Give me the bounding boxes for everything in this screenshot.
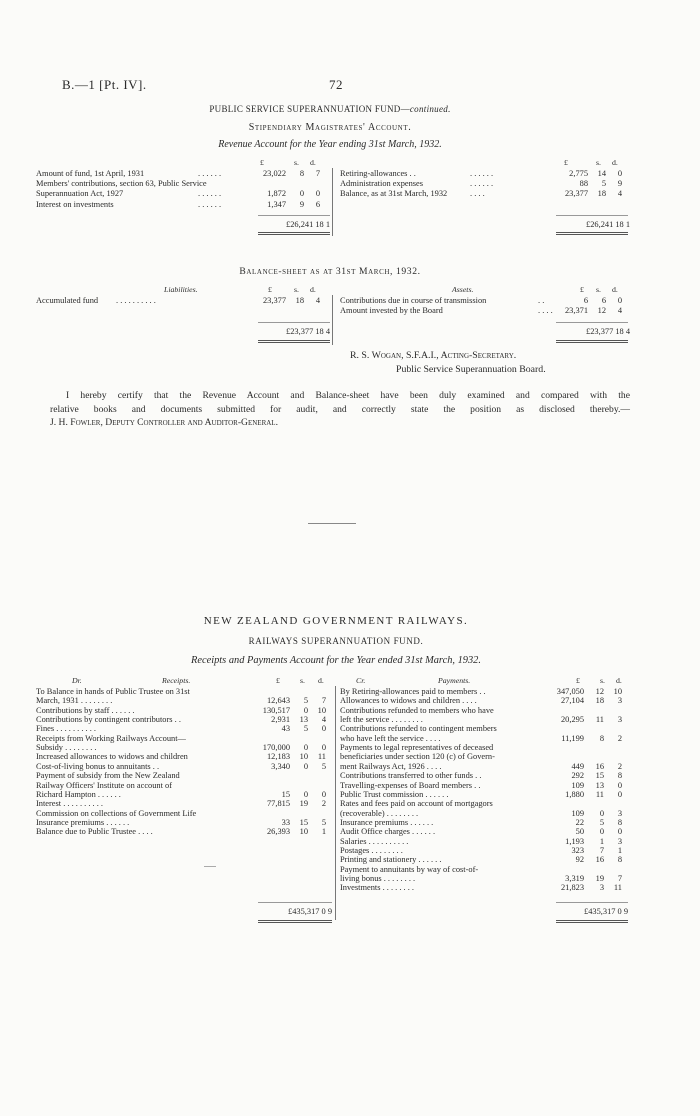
revenue-right-total: £26,241 18 1 xyxy=(586,220,630,229)
pounds-value: 292 xyxy=(571,771,584,781)
lsd-pence: d. xyxy=(612,158,618,167)
shillings-value: 14 xyxy=(597,169,606,178)
ledger-description: Audit Office charges . . . . . . xyxy=(340,827,436,837)
pounds-value: 2,931 xyxy=(271,715,290,725)
pence-value: 4 xyxy=(321,715,326,725)
pounds-value: 15 xyxy=(281,789,290,799)
shillings-value: 10 xyxy=(299,752,308,762)
double-rule xyxy=(258,234,330,235)
pence-value: 3 xyxy=(617,715,622,725)
pounds-value: 6 xyxy=(583,296,588,305)
shillings-value: 0 xyxy=(303,761,308,771)
lsd-header-right xyxy=(548,676,630,686)
pence-value: 9 xyxy=(617,179,622,189)
pounds-value: 12,643 xyxy=(266,696,290,706)
ledger-row xyxy=(340,179,630,189)
ledger-description: Payments to legal representatives of deceased xyxy=(340,743,494,753)
pounds-value: 20,295 xyxy=(560,715,584,725)
pence-value: 7 xyxy=(315,169,320,178)
ledger-description: Salaries . . . . . . . . . . xyxy=(340,836,409,846)
pounds-value: 2,775 xyxy=(569,169,588,178)
lsd-pound: £ xyxy=(564,158,568,167)
leader-dots: . . xyxy=(538,296,545,305)
shillings-value: 5 xyxy=(303,696,308,706)
ledger-description: Investments . . . . . . . . xyxy=(340,883,414,893)
pssf-title-continued: continued. xyxy=(409,104,451,114)
ledger-description: Contributions refunded to contingent members xyxy=(340,724,497,734)
shillings-value: 0 xyxy=(299,189,304,199)
leader-dots: . . . . . . xyxy=(198,199,222,209)
shillings-value: 15 xyxy=(595,771,604,781)
pounds-value: 23,371 xyxy=(564,306,588,316)
ledger-description: living bonus . . . . . . . . xyxy=(340,874,416,883)
pssf-revenue-table xyxy=(36,158,630,234)
pence-value: 6 xyxy=(315,199,320,209)
lsd-pound: £ xyxy=(260,158,264,167)
lsd-header-right xyxy=(550,285,630,295)
leader-dots: . . . . xyxy=(470,189,485,199)
pssf-balance-table xyxy=(36,285,630,347)
ledger-row xyxy=(36,200,330,210)
ledger-description: Public Trust commission . . . . . . xyxy=(340,789,449,799)
lsd-pound: £ xyxy=(576,676,580,685)
double-rule xyxy=(556,920,628,921)
pence-value: 0 xyxy=(321,789,326,799)
pounds-value: 109 xyxy=(571,808,584,818)
pence-value: 2 xyxy=(617,761,622,771)
ledger-description: Payment of subsidy from the New Zealand xyxy=(36,771,180,781)
pounds-value: 92 xyxy=(575,855,584,865)
pence-value: 8 xyxy=(617,771,622,781)
rule xyxy=(556,215,628,216)
double-rule xyxy=(258,340,330,341)
ledger-description: left the service . . . . . . . . xyxy=(340,715,423,725)
lsd-shilling: s. xyxy=(596,285,601,294)
ledger-description: Balance, as at 31st March, 1932 xyxy=(340,189,448,199)
pence-value: 0 xyxy=(315,189,320,199)
shillings-value: 19 xyxy=(595,874,604,883)
ledger-description: beneficiaries under section 120 (c) of Govern- xyxy=(340,752,495,762)
ledger-description: Rates and fees paid on account of mortgagors xyxy=(340,799,493,809)
shillings-value: 8 xyxy=(299,169,304,178)
page-number: 72 xyxy=(329,77,343,92)
ledger-description: Richard Hampton . . . . . . xyxy=(36,789,121,799)
ledger-row xyxy=(340,296,630,306)
pounds-value: 21,823 xyxy=(560,883,584,893)
ledger-description: Allowances to widows and children . . . . xyxy=(340,696,477,706)
pence-value: 4 xyxy=(617,306,622,316)
nzgr-title: NEW ZEALAND GOVERNMENT RAILWAYS. xyxy=(203,615,469,627)
ledger-description: Interest . . . . . . . . . . xyxy=(36,799,103,809)
pence-value: 3 xyxy=(617,836,622,846)
lsd-pence: d. xyxy=(616,676,622,685)
certificate-line: relative books and documents submitted for audit, and correctly state the position as disclosed thereby.— xyxy=(50,403,630,415)
leader-dots: . . . . . . xyxy=(470,169,494,178)
nzgr-heading: Receipts and Payments Account for the Year ended 31st March, 1932. xyxy=(191,655,481,666)
liabilities-label: Liabilities. xyxy=(164,285,198,294)
pence-value: 0 xyxy=(321,724,326,734)
ledger-description: Fines . . . . . . . . . . xyxy=(36,724,97,734)
ledger-description: Contributions refunded to members who have xyxy=(340,705,494,715)
pssf-title xyxy=(0,104,660,114)
page-reference: B.—1 [Pt. IV]. xyxy=(62,77,147,92)
pence-value: 5 xyxy=(321,761,326,771)
pssf-subtitle: Stipendiary Magistrates' Account. xyxy=(248,122,412,133)
pounds-value: 23,377 xyxy=(262,296,286,305)
ledger-description: ment Railways Act, 1926 . . . . xyxy=(340,761,442,771)
cr-label: Cr. xyxy=(356,676,366,685)
pounds-value: 170,000 xyxy=(262,743,290,753)
pence-value: 0 xyxy=(617,780,622,790)
lsd-shilling: s. xyxy=(294,158,299,167)
shillings-value: 5 xyxy=(599,817,604,827)
ledger-description: who have left the service . . . . xyxy=(340,733,441,743)
leader-dots: . . . . . . . . . . xyxy=(116,296,156,305)
pence-value: 10 xyxy=(613,687,622,696)
double-rule xyxy=(556,922,628,923)
lsd-shilling: s. xyxy=(294,285,299,294)
pence-value: 2 xyxy=(321,799,326,809)
pssf-revenue-heading: Revenue Account for the Year ending 31st March, 1932. xyxy=(218,139,442,150)
lsd-pence: d. xyxy=(318,676,324,685)
liabilities-total: £23,377 18 4 xyxy=(286,327,330,336)
shillings-value: 1 xyxy=(599,836,604,846)
pence-value: 11 xyxy=(317,752,326,762)
double-rule xyxy=(556,232,628,233)
leader-dots: . . . . xyxy=(538,306,553,316)
ledger-row xyxy=(36,179,330,189)
shillings-value: 15 xyxy=(299,817,308,827)
shillings-value: 0 xyxy=(303,789,308,799)
pence-value: 4 xyxy=(617,189,622,199)
shillings-value: 12 xyxy=(595,687,604,696)
pence-value: 1 xyxy=(617,845,622,855)
ledger-description: Amount invested by the Board xyxy=(340,306,443,316)
pssf-title-main: PUBLIC SERVICE SUPERANNUATION FUND— xyxy=(209,104,410,114)
lsd-pence: d. xyxy=(612,285,618,294)
ledger-description: Printing and stationery . . . . . . xyxy=(340,855,442,865)
column-divider xyxy=(332,295,333,345)
assets-total: £23,377 18 4 xyxy=(586,327,630,336)
shillings-value: 8 xyxy=(599,733,604,743)
pence-value: 0 xyxy=(617,169,622,178)
shillings-value: 19 xyxy=(299,799,308,809)
pounds-value: 23,022 xyxy=(262,169,286,178)
pounds-value: 3,319 xyxy=(565,874,584,883)
ledger-description: Receipts from Working Railways Account— xyxy=(36,733,186,743)
column-divider xyxy=(332,168,333,236)
shillings-value: 13 xyxy=(299,715,308,725)
pence-value: 5 xyxy=(321,817,326,827)
lsd-shilling: s. xyxy=(600,676,605,685)
ledger-description: Balance due to Public Trustee . . . . xyxy=(36,827,153,837)
double-rule xyxy=(556,234,628,235)
pounds-value: 26,393 xyxy=(266,827,290,837)
pence-value: 0 xyxy=(321,743,326,753)
lsd-header-left xyxy=(256,676,334,686)
shillings-value: 16 xyxy=(595,855,604,865)
receipts-label: Receipts. xyxy=(162,676,191,685)
pounds-value: 12,183 xyxy=(266,752,290,762)
pssf-balance-heading: Balance-sheet as at 31st March, 1932. xyxy=(239,266,421,277)
pounds-value: 88 xyxy=(579,179,588,189)
pence-value: 0 xyxy=(617,789,622,799)
ledger-row xyxy=(36,827,334,837)
pence-value: 11 xyxy=(613,883,622,893)
pence-value: 3 xyxy=(617,696,622,706)
pounds-value: 1,347 xyxy=(267,199,286,209)
ledger-description: Amount of fund, 1st April, 1931 xyxy=(36,169,145,178)
pence-value: 0 xyxy=(617,296,622,305)
payments-total: £435,317 0 9 xyxy=(584,907,628,916)
dr-label: Dr. xyxy=(72,676,82,685)
shillings-value: 5 xyxy=(303,724,308,734)
pence-value: 0 xyxy=(617,827,622,837)
lsd-pound: £ xyxy=(268,285,272,294)
double-rule xyxy=(258,920,332,921)
column-divider xyxy=(335,686,336,920)
shillings-value: 0 xyxy=(599,808,604,818)
signature-line-1: R. S. Wogan, S.F.A.I., Acting-Secretary. xyxy=(350,350,517,361)
lsd-pound: £ xyxy=(276,676,280,685)
pounds-value: 23,377 xyxy=(564,189,588,199)
shillings-value: 5 xyxy=(601,179,606,189)
shillings-value: 0 xyxy=(599,827,604,837)
ledger-description: Commission on collections of Government Life xyxy=(36,808,197,818)
shillings-value: 18 xyxy=(295,296,304,305)
double-rule xyxy=(258,922,332,923)
lsd-header-right xyxy=(550,158,630,168)
payments-label: Payments. xyxy=(438,676,471,685)
ledger-description: Contributions transferred to other funds . . xyxy=(340,771,482,781)
rule xyxy=(258,215,330,216)
ledger-description: Payment to annuitants by way of cost-of- xyxy=(340,864,479,874)
shillings-value: 7 xyxy=(599,845,604,855)
pounds-value: 11,199 xyxy=(561,733,584,743)
shillings-value: 10 xyxy=(299,827,308,837)
shillings-value: 18 xyxy=(597,189,606,199)
pence-value: 8 xyxy=(617,817,622,827)
pounds-value: 22 xyxy=(575,817,584,827)
pence-value: 2 xyxy=(617,733,622,743)
lsd-header-left xyxy=(254,285,330,295)
shillings-value: 18 xyxy=(595,696,604,706)
pounds-value: 130,517 xyxy=(262,705,290,715)
ledger-row xyxy=(340,189,630,199)
ledger-description: Contributions due in course of transmission xyxy=(340,296,487,305)
rule xyxy=(556,902,628,903)
ledger-description: Superannuation Act, 1927 xyxy=(36,189,124,199)
double-rule xyxy=(258,232,330,233)
rule xyxy=(258,902,332,903)
ledger-description: Interest on investments xyxy=(36,199,114,209)
pence-value: 3 xyxy=(617,808,622,818)
pence-value: 8 xyxy=(617,855,622,865)
double-rule xyxy=(556,342,628,343)
ledger-description: Retiring-allowances . . xyxy=(340,169,416,178)
pounds-value: 1,193 xyxy=(565,836,584,846)
pounds-value: 1,880 xyxy=(565,789,584,799)
ledger-description: March, 1931 . . . . . . . . xyxy=(36,696,113,706)
ledger-description: Railway Officers' Institute on account of xyxy=(36,780,173,790)
pounds-value: 77,815 xyxy=(266,799,290,809)
pence-value: 4 xyxy=(315,296,320,305)
shillings-value: 12 xyxy=(597,306,606,316)
pence-value: 7 xyxy=(321,696,326,706)
ledger-description: Members' contributions, section 63, Public Service xyxy=(36,179,207,189)
lsd-pound: £ xyxy=(580,285,584,294)
double-rule xyxy=(556,340,628,341)
ledger-row xyxy=(340,169,630,179)
ledger-row xyxy=(36,189,330,199)
shillings-value: 16 xyxy=(595,761,604,771)
pounds-value: 43 xyxy=(281,724,290,734)
ledger-description: Cost-of-living bonus to annuitants . . xyxy=(36,761,160,771)
rule xyxy=(204,866,216,867)
rule xyxy=(556,322,628,323)
pounds-value: 1,872 xyxy=(267,189,286,199)
shillings-value: 3 xyxy=(599,883,604,893)
pounds-value: 33 xyxy=(281,817,290,827)
shillings-value: 13 xyxy=(595,780,604,790)
ledger-description: Contributions by staff . . . . . . xyxy=(36,705,135,715)
ledger-description: Accumulated fund xyxy=(36,296,99,305)
pounds-value: 347,050 xyxy=(556,687,584,696)
pence-value: 1 xyxy=(321,827,326,837)
shillings-value: 11 xyxy=(595,789,604,799)
audit-certificate xyxy=(50,389,630,430)
ledger-row xyxy=(36,296,330,306)
pounds-value: 323 xyxy=(571,845,584,855)
nzgr-table xyxy=(36,676,630,926)
lsd-header-left xyxy=(254,158,330,168)
section-separator xyxy=(308,523,356,524)
pence-value: 10 xyxy=(317,705,326,715)
lsd-shilling: s. xyxy=(596,158,601,167)
lsd-pence: d. xyxy=(310,158,316,167)
leader-dots: . . . . . . xyxy=(198,189,222,199)
shillings-value: 9 xyxy=(299,199,304,209)
signature-line-2: Public Service Superannuation Board. xyxy=(396,364,546,375)
pounds-value: 50 xyxy=(575,827,584,837)
ledger-row xyxy=(340,883,630,893)
lsd-pence: d. xyxy=(310,285,316,294)
certificate-line: J. H. Fowler, Deputy Controller and Auditor-General. xyxy=(50,417,278,428)
leader-dots: . . . . . . xyxy=(198,169,222,178)
ledger-description: To Balance in hands of Public Trustee on 31st xyxy=(36,687,190,696)
pounds-value: 449 xyxy=(571,761,584,771)
rule xyxy=(258,322,330,323)
pounds-value: 27,104 xyxy=(560,696,584,706)
ledger-description: (recoverable) . . . . . . . . xyxy=(340,808,419,818)
ledger-description: Subsidy . . . . . . . . xyxy=(36,743,97,753)
shillings-value: 0 xyxy=(303,705,308,715)
certificate-line: I hereby certify that the Revenue Account and Balance-sheet have been duly examined and compared with the xyxy=(66,390,630,401)
ledger-row xyxy=(36,169,330,179)
ledger-description: Contributions by contingent contributors . . xyxy=(36,715,181,725)
ledger-description: Insurance premiums . . . . . . xyxy=(340,817,434,827)
revenue-left-total: £26,241 18 1 xyxy=(286,220,330,229)
shillings-value: 0 xyxy=(303,743,308,753)
lsd-shilling: s. xyxy=(300,676,305,685)
ledger-description: By Retiring-allowances paid to members . . xyxy=(340,687,486,696)
shillings-value: 11 xyxy=(595,715,604,725)
ledger-description: Insurance premiums . . . . . . xyxy=(36,817,130,827)
shillings-value: 6 xyxy=(601,296,606,305)
leader-dots: . . . . . . xyxy=(470,179,494,189)
ledger-description: Postages . . . . . . . . xyxy=(340,845,403,855)
nzgr-subtitle: RAILWAYS SUPERANNUATION FUND. xyxy=(248,636,424,646)
ledger-description: Administration expenses xyxy=(340,179,424,189)
pounds-value: 109 xyxy=(571,780,584,790)
receipts-total: £435,317 0 9 xyxy=(288,907,332,916)
pence-value: 7 xyxy=(617,874,622,883)
ledger-description: Travelling-expenses of Board members . . xyxy=(340,780,481,790)
ledger-description: Increased allowances to widows and children xyxy=(36,752,188,762)
pounds-value: 3,340 xyxy=(271,761,290,771)
ledger-row xyxy=(340,306,630,316)
assets-label: Assets. xyxy=(452,285,474,294)
double-rule xyxy=(258,342,330,343)
